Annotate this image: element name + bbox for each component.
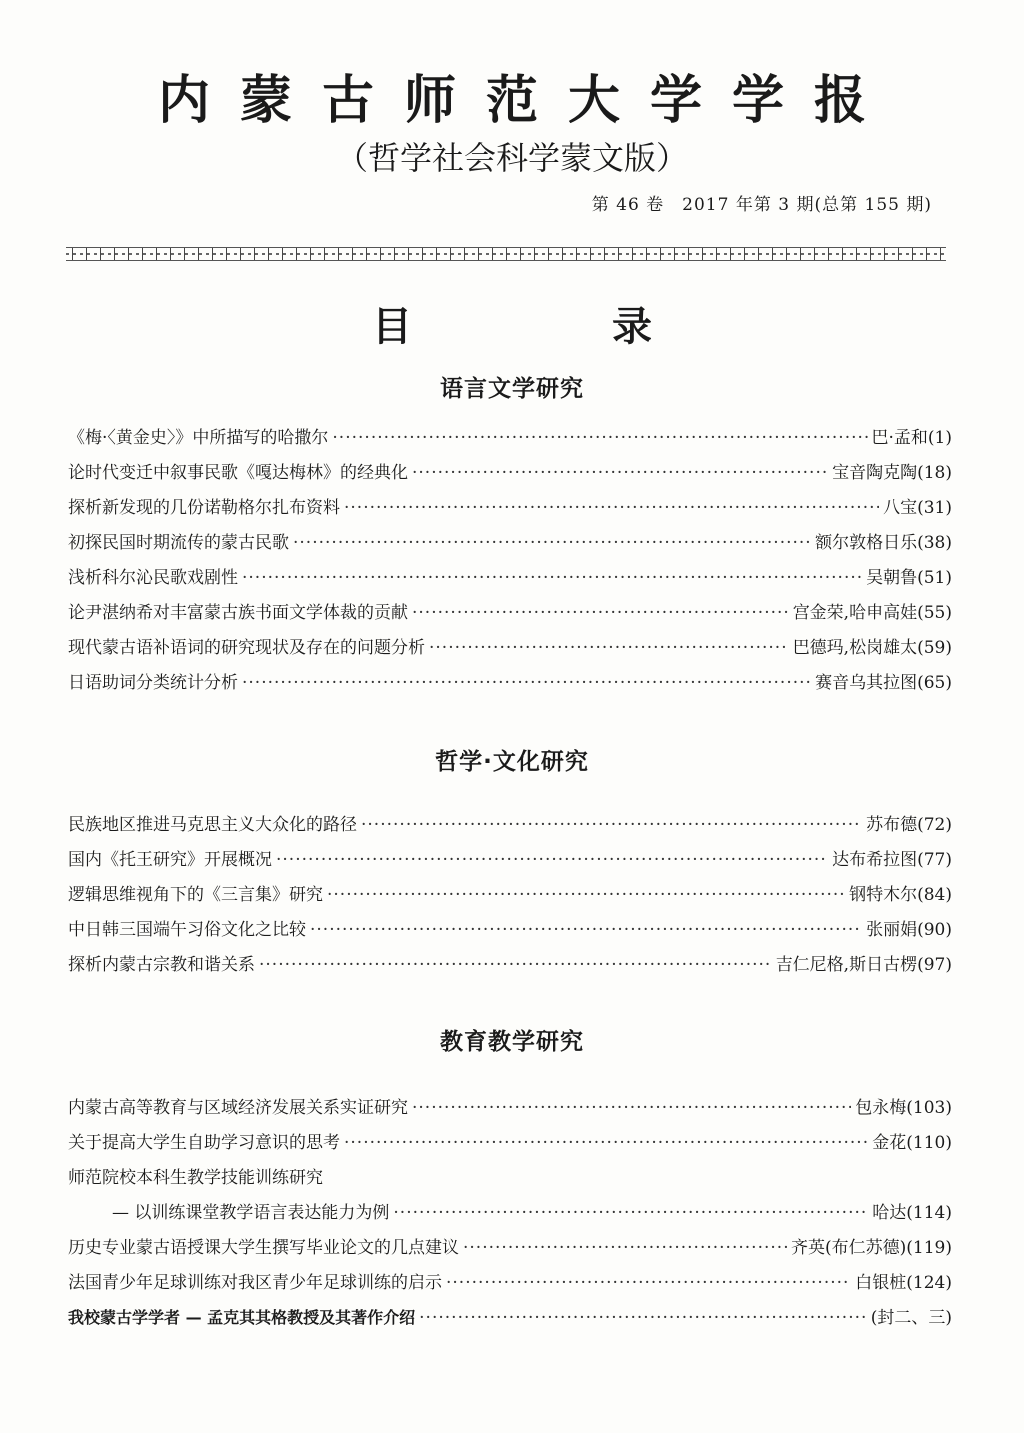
toc-entry[interactable] — [68, 845, 952, 880]
entry-author-page: 赛音乌其拉图(65) — [815, 673, 952, 693]
issue-info: 第 46 卷 2017 年第 3 期(总第 155 期) — [591, 195, 932, 215]
entry-author-page: 白银桩(124) — [855, 1273, 952, 1293]
entry-title: 逻辑思维视角下的《三言集》研究 — [68, 885, 323, 905]
dot-leader — [412, 463, 828, 483]
entry-title: 探析内蒙古宗教和谐关系 — [68, 955, 255, 975]
dot-leader — [419, 1308, 867, 1328]
section-heading-philosophy-culture: 哲学·文化研究 — [435, 749, 589, 775]
dot-leader — [412, 603, 789, 623]
entry-author-page: 苏布德(72) — [866, 815, 952, 835]
entry-author-page: 哈达(114) — [872, 1203, 952, 1223]
section-entries-philosophy-culture — [68, 810, 952, 985]
entry-title: 师范院校本科生教学技能训练研究 — [68, 1168, 323, 1188]
entry-author-page: 吴朝鲁(51) — [866, 568, 952, 588]
entry-title: 论尹湛纳希对丰富蒙古族书面文学体裁的贡献 — [68, 603, 408, 623]
entry-title: 初探民国时期流传的蒙古民歌 — [68, 533, 289, 553]
toc-entry[interactable] — [68, 810, 952, 845]
entry-title: 我校蒙古学学者 — 孟克其其格教授及其著作介绍 — [68, 1308, 416, 1327]
entry-title: 浅析科尔沁民歌戏剧性 — [68, 568, 238, 588]
entry-author-page: 吉仁尼格,斯日古楞(97) — [775, 955, 952, 975]
dot-leader — [259, 955, 772, 975]
dot-leader — [361, 815, 862, 835]
journal-subtitle: （哲学社会科学蒙文版） — [335, 139, 688, 177]
toc-entry[interactable] — [68, 1163, 952, 1198]
toc-entry[interactable] — [68, 423, 952, 458]
entry-title: 《梅·〈黄金史〉》中所描写的哈撒尔 — [68, 428, 329, 448]
entry-title: 内蒙古高等教育与区域经济发展关系实证研究 — [68, 1098, 408, 1118]
section-entries-language-literature — [68, 423, 952, 703]
masthead — [0, 70, 1024, 178]
entry-title: 日语助词分类统计分析 — [68, 673, 238, 693]
toc-entry[interactable] — [68, 598, 952, 633]
toc-title: 目 录 — [372, 304, 732, 350]
entry-title: 中日韩三国端午习俗文化之比较 — [68, 920, 306, 940]
dot-leader — [242, 568, 862, 588]
entry-author-page: 额尔敦格日乐(38) — [815, 533, 952, 553]
entry-title: 关于提高大学生自助学习意识的思考 — [68, 1133, 340, 1153]
entry-title: 论时代变迁中叙事民歌《嘎达梅林》的经典化 — [68, 463, 408, 483]
toc-entry[interactable] — [68, 633, 952, 668]
dot-leader — [393, 1203, 868, 1223]
entry-author-page: 八宝(31) — [883, 498, 952, 518]
toc-entry[interactable] — [68, 528, 952, 563]
toc-entry[interactable] — [68, 1128, 952, 1163]
entry-author-page: 宝音陶克陶(18) — [832, 463, 952, 483]
entry-author-page: 金花(110) — [872, 1133, 952, 1153]
entry-author-page: 包永梅(103) — [855, 1098, 952, 1118]
toc-entry[interactable] — [68, 950, 952, 985]
entry-author-page: (封二、三) — [870, 1308, 952, 1328]
entry-author-page: 张丽娟(90) — [866, 920, 952, 940]
entry-author-page: 钢特木尔(84) — [849, 885, 952, 905]
journal-title: 内蒙古师范大学学报 — [157, 71, 896, 131]
toc-entry[interactable] — [68, 1198, 952, 1233]
entry-title: 国内《托王研究》开展概况 — [68, 850, 272, 870]
entry-title: 法国青少年足球训练对我区青少年足球训练的启示 — [68, 1273, 442, 1293]
entry-title: 探析新发现的几份诺勒格尔扎布资料 — [68, 498, 340, 518]
dot-leader — [332, 428, 867, 448]
entry-title: 现代蒙古语补语词的研究现状及存在的问题分析 — [68, 638, 425, 658]
entry-subtitle: — 以训练课堂教学语言表达能力为例 — [112, 1203, 390, 1223]
dot-leader — [429, 638, 789, 658]
section-heading-language-literature: 语言文学研究 — [440, 376, 584, 402]
entry-author-page: 齐英(布仁苏德)(119) — [791, 1238, 952, 1258]
entry-author-page: 宫金荣,哈申高娃(55) — [792, 603, 952, 623]
section-heading-education-teaching: 教育教学研究 — [440, 1029, 584, 1055]
entry-author-page: 达布希拉图(77) — [832, 850, 952, 870]
toc-entry[interactable] — [68, 458, 952, 493]
dot-leader — [310, 920, 862, 940]
entry-title: 民族地区推进马克思主义大众化的路径 — [68, 815, 357, 835]
dot-leader — [344, 498, 879, 518]
toc-entry[interactable] — [68, 1093, 952, 1128]
section-entries-education-teaching — [68, 1093, 952, 1338]
dot-leader — [344, 1133, 868, 1153]
dot-leader — [412, 1098, 851, 1118]
dot-leader — [242, 673, 811, 693]
dot-leader — [293, 533, 811, 553]
toc-entry[interactable] — [68, 915, 952, 950]
toc-entry[interactable] — [68, 1268, 952, 1303]
ornamental-divider — [66, 247, 946, 261]
toc-entry[interactable] — [68, 493, 952, 528]
toc-entry-featured[interactable] — [68, 1303, 952, 1338]
toc-entry[interactable] — [68, 563, 952, 598]
entry-author-page: 巴·孟和(1) — [871, 428, 952, 448]
entry-author-page: 巴德玛,松岗雄太(59) — [792, 638, 952, 658]
toc-entry[interactable] — [68, 1233, 952, 1268]
dot-leader — [327, 885, 845, 905]
dot-leader — [463, 1238, 787, 1258]
dot-leader — [446, 1273, 851, 1293]
toc-entry[interactable] — [68, 880, 952, 915]
dot-leader — [276, 850, 828, 870]
entry-title: 历史专业蒙古语授课大学生撰写毕业论文的几点建议 — [68, 1238, 459, 1258]
toc-entry[interactable] — [68, 668, 952, 703]
